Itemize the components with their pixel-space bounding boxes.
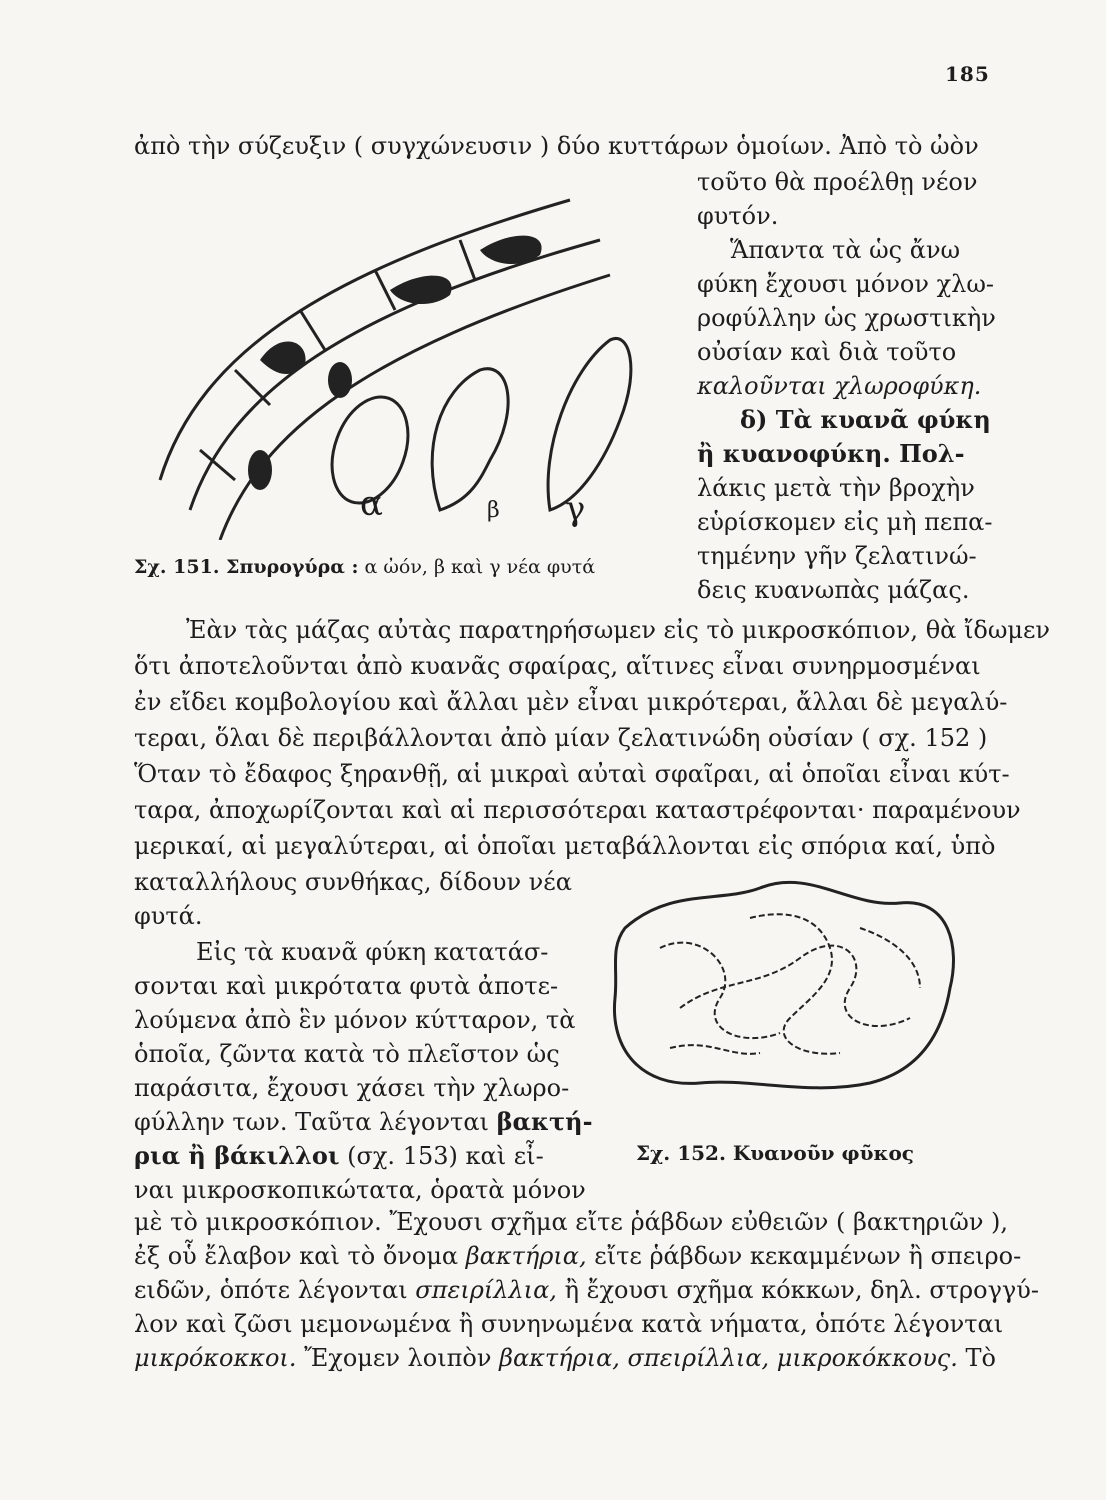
text-line: καταλλήλους συνθήκας, δίδουν νέα xyxy=(134,868,572,896)
figure-marker-b: β xyxy=(487,498,500,523)
italic-term: βακτήρια, xyxy=(465,1242,587,1270)
text-line: ὅτι ἀποτελοῦνται ἀπὸ κυανᾶς σφαίρας, αἵτινες εἶναι συνηρμοσμέναι xyxy=(134,652,981,680)
figure-marker-g: γ xyxy=(565,489,586,529)
text-line xyxy=(697,370,981,402)
italic-term: μικρόκοκκοι. xyxy=(134,1344,297,1372)
text-line: Εἰς τὰ κυανᾶ φύκη κατατάσ- xyxy=(196,938,549,966)
text-span: ειδῶν, ὁπότε λέγονται xyxy=(134,1276,408,1304)
section-heading-cont: ἢ κυανοφύκη. Πολ- xyxy=(697,439,965,468)
text-line: φυτά. xyxy=(134,902,203,930)
text-line: φύκη ἔχουσι μόνον χλω- xyxy=(697,270,995,298)
figure-152-caption: Σχ. 152. Κυανοῦν φῦκος xyxy=(636,1141,914,1165)
italic-term: καλοῦνται χλωροφύκη. xyxy=(697,372,982,400)
text-line: μερικαί, αἱ μεγαλύτεραι, αἱ ὁποῖαι μεταβάλλονται εἰς σπόρια καί, ὑπὸ xyxy=(134,832,996,860)
text-line xyxy=(134,1240,1022,1272)
text-line: φυτόν. xyxy=(697,202,779,230)
text-line: εὑρίσκομεν εἰς μὴ πεπα- xyxy=(697,508,993,536)
text-span: φύλλην των. Ταῦτα λέγονται xyxy=(134,1108,489,1136)
text-span: εἴτε ῥάβδων κεκαμμένων ἢ σπειρο- xyxy=(594,1242,1022,1270)
text-line xyxy=(134,1106,593,1138)
bold-term: βακτή- xyxy=(496,1107,593,1136)
text-line: λον καὶ ζῶσι μεμονωμένα ἢ συνηνωμένα κατὰ νήματα, ὁπότε λέγονται xyxy=(134,1310,1004,1338)
figure-151-label: Σχ. 151. Σπυρογύρα : xyxy=(134,556,359,578)
text-line: ταρα, ἀποχωρίζονται καὶ αἱ περισσότεραι καταστρέφονται· παραμένουν xyxy=(134,796,1021,824)
figure-151-caption xyxy=(134,556,595,578)
text-line: Ἐὰν τὰς μάζας αὐτὰς παρατηρήσωμεν εἰς τὸ μικροσκόπιον, θὰ ἴδωμεν xyxy=(186,616,1051,644)
blue-green-alga-illustration xyxy=(600,868,970,1098)
text-line: ναι μικροσκοπικώτατα, ὁρατὰ μόνον xyxy=(134,1176,586,1204)
text-line: λάκις μετὰ τὴν βροχὴν xyxy=(697,474,975,502)
page-number: 185 xyxy=(945,62,990,86)
text-span: (σχ. 153) καὶ εἶ- xyxy=(347,1142,544,1170)
text-line: ροφύλλην ὡς χρωστικὴν xyxy=(697,304,996,332)
text-span: ἢ ἔχουσι σχῆμα κόκκων, δηλ. στρογγύ- xyxy=(564,1276,1039,1304)
text-span: Ἔχομεν λοιπὸν xyxy=(304,1344,492,1372)
figure-marker-a: α xyxy=(360,484,383,524)
text-line: τεραι, ὅλαι δὲ περιβάλλονται ἀπὸ μίαν ζελατινώδη οὐσίαν ( σχ. 152 ) xyxy=(134,724,988,752)
text-line xyxy=(134,1342,996,1374)
text-line: λούμενα ἀπὸ ἓν μόνον κύτταρον, τὰ xyxy=(134,1006,576,1034)
text-line xyxy=(134,1140,544,1172)
text-line: μὲ τὸ μικροσκόπιον. Ἔχουσι σχῆμα εἴτε ῥάβδων εὐθειῶν ( βακτηριῶν ), xyxy=(134,1208,1009,1236)
text-line: ὁποῖα, ζῶντα κατὰ τὸ πλεῖστον ὡς xyxy=(134,1040,560,1068)
text-line: παράσιτα, ἔχουσι χάσει τὴν χλωρο- xyxy=(134,1074,570,1102)
italic-term: βακτήρια, σπειρίλλια, μικροκόκκους. xyxy=(499,1344,958,1372)
text-line: τοῦτο θὰ προέλθῃ νέον xyxy=(697,168,978,196)
text-line: Ὅταν τὸ ἔδαφος ξηρανθῇ, αἱ μικραὶ αὐταὶ σφαῖραι, αἱ ὁποῖαι εἶναι κύτ- xyxy=(134,760,1010,788)
text-line: οὐσίαν καὶ διὰ τοῦτο xyxy=(697,338,957,366)
italic-term: σπειρίλλια, xyxy=(415,1276,557,1304)
spirogyra-illustration xyxy=(140,180,680,540)
text-line: δεις κυανωπὰς μάζας. xyxy=(697,576,970,604)
text-line: ἀπὸ τὴν σύζευξιν ( συγχώνευσιν ) δύο κυττάρων ὁμοίων. Ἀπὸ τὸ ὠὸν xyxy=(134,132,979,160)
bold-term: ρια ἢ βάκιλλοι xyxy=(134,1141,340,1170)
text-span: Τὸ xyxy=(965,1344,996,1372)
text-line xyxy=(134,1274,1039,1306)
text-line: τημένην γῆν ζελατινώ- xyxy=(697,542,977,570)
figure-151-text: α ὠόν, β καὶ γ νέα φυτά xyxy=(364,556,596,578)
section-heading: δ) Τὰ κυανᾶ φύκη xyxy=(740,405,991,434)
text-span: ἐξ οὗ ἔλαβον καὶ τὸ ὄνομα xyxy=(134,1242,459,1270)
text-line: ἐν εἴδει κομβολογίου καὶ ἄλλαι μὲν εἶναι μικρότεραι, ἄλλαι δὲ μεγαλύ- xyxy=(134,688,1008,716)
text-line: Ἅπαντα τὰ ὡς ἄνω xyxy=(730,236,961,264)
text-line: σονται καὶ μικρότατα φυτὰ ἀποτε- xyxy=(134,972,559,1000)
